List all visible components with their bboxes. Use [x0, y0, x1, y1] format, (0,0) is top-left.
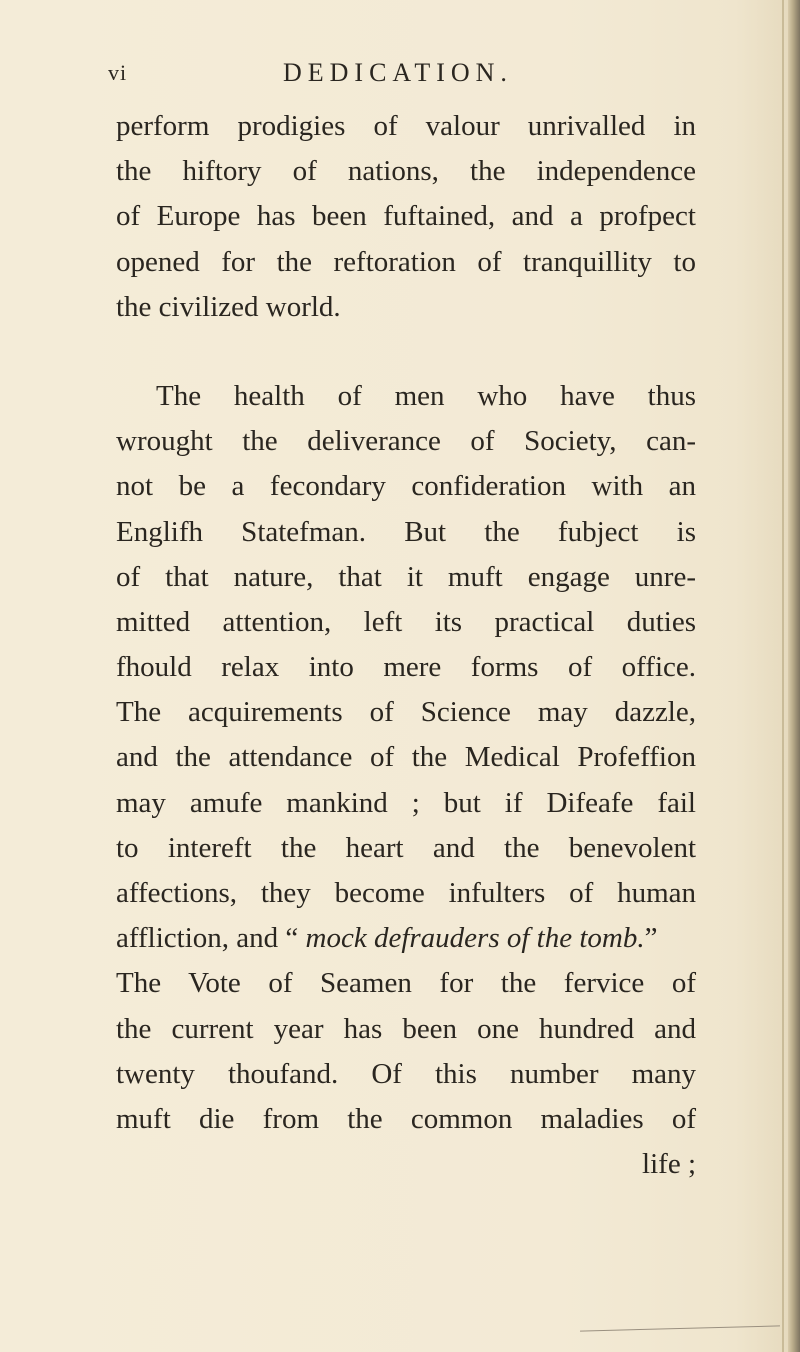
text-line: of that nature, that it muft engage unre- [116, 560, 696, 593]
text-line: the hiftory of nations, the independence [116, 155, 696, 188]
running-head: DEDICATION. [283, 58, 513, 87]
paragraph-2 [116, 374, 696, 1187]
text-line: muft die from the common maladies of [116, 1102, 696, 1135]
text-line: to intereft the heart and the benevolent [116, 831, 696, 864]
text-line: mitted attention, left its practical duties [116, 605, 696, 638]
body-text [116, 104, 696, 1187]
text-line: the civilized world. [116, 290, 341, 323]
quote-italic: mock defrauders of the tomb. [305, 922, 645, 955]
page-header [108, 52, 688, 92]
catchword: life ; [642, 1148, 696, 1181]
page-spine-edge [788, 0, 800, 1352]
text-line: The Vote of Seamen for the fervice of [116, 967, 696, 1000]
text-line: the current year has been one hundred and [116, 1012, 696, 1045]
quote-line [116, 916, 696, 961]
text-line: perform prodigies of valour unrivalled in [116, 110, 696, 142]
text-line: opened for the reftoration of tranquillity to [116, 245, 696, 278]
text-line: not be a fecondary confideration with an [116, 470, 696, 503]
text-line: The acquirements of Science may dazzle, [116, 696, 696, 729]
quote-close: ” [644, 922, 658, 955]
text-line: fhould relax into mere forms of office. [116, 651, 696, 684]
text-line: may amufe mankind ; but if Difeafe fail [116, 786, 696, 819]
page-bottom-mark [580, 1325, 780, 1331]
paragraph-1 [116, 104, 696, 330]
text-line: wrought the deliverance of Society, can- [116, 425, 696, 458]
text-line: of Europe has been fuftained, and a profpect [116, 200, 696, 233]
text-line: and the attendance of the Medical Profeffion [116, 741, 696, 774]
text-line: twenty thoufand. Of this number many [116, 1057, 696, 1090]
text-line: Englifh Statefman. But the fubject is [116, 515, 696, 548]
page-gutter-line [782, 0, 784, 1352]
quote-lead: affliction, and “ [116, 922, 306, 955]
text-line: The health of men who have thus [156, 379, 696, 412]
paragraph-gap [116, 330, 696, 374]
page-number: vi [108, 60, 128, 85]
text-line: affections, they become infulters of human [116, 877, 696, 909]
